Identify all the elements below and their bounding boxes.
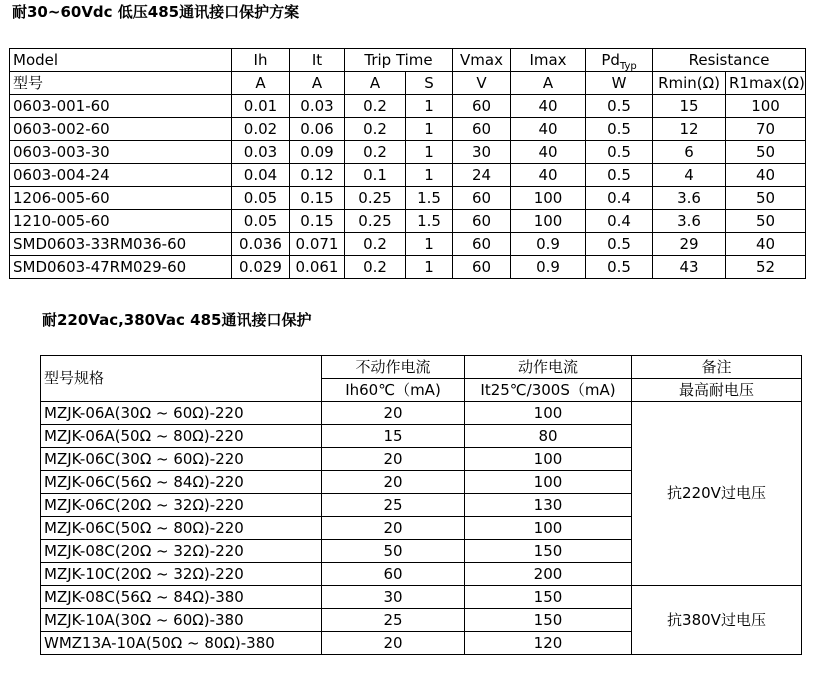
header-ih: Ih — [232, 49, 290, 72]
section1-title: 耐30~60Vdc 低压485通讯接口保护方案 — [12, 3, 300, 21]
cell-it: 0.15 — [290, 210, 345, 233]
cell-pd: 0.5 — [586, 233, 653, 256]
cell-non-trip: 25 — [322, 494, 465, 517]
cell-imax: 0.9 — [511, 256, 586, 279]
unit-imax: A — [511, 72, 586, 95]
cell-rmin: 6 — [653, 141, 726, 164]
remark-380v: 抗380V过电压 — [632, 586, 802, 655]
cell-it: 0.09 — [290, 141, 345, 164]
cell-pd: 0.4 — [586, 210, 653, 233]
cell-imax: 40 — [511, 141, 586, 164]
cell-model: MZJK-06A(30Ω ~ 60Ω)-220 — [41, 402, 322, 425]
cell-vmax: 30 — [453, 141, 511, 164]
cell-r1max: 70 — [726, 118, 806, 141]
cell-ih: 0.05 — [232, 210, 290, 233]
cell-trip: 130 — [465, 494, 632, 517]
table-row — [10, 187, 806, 210]
cell-vmax: 60 — [453, 95, 511, 118]
unit-trip-a: A — [345, 72, 406, 95]
table1-header-row — [10, 49, 806, 72]
cell-vmax: 60 — [453, 256, 511, 279]
cell-it: 0.12 — [290, 164, 345, 187]
ptc-dc-spec-table — [9, 48, 806, 279]
header2-non-trip: 不动作电流 — [322, 356, 465, 379]
cell-model: MZJK-06C(50Ω ~ 80Ω)-220 — [41, 517, 322, 540]
section2-title: 耐220Vac,380Vac 485通讯接口保护 — [42, 311, 312, 329]
cell-model: MZJK-10C(20Ω ~ 32Ω)-220 — [41, 563, 322, 586]
header2-model: 型号规格 — [41, 356, 322, 402]
cell-trip: 150 — [465, 540, 632, 563]
cell-pd: 0.4 — [586, 187, 653, 210]
cell-imax: 0.9 — [511, 233, 586, 256]
cell-it: 0.15 — [290, 187, 345, 210]
remark-220v: 抗220V过电压 — [632, 402, 802, 586]
cell-non-trip: 20 — [322, 517, 465, 540]
table-row — [10, 210, 806, 233]
cell-it: 0.06 — [290, 118, 345, 141]
cell-model: MZJK-10A(30Ω ~ 60Ω)-380 — [41, 609, 322, 632]
cell-model: WMZ13A-10A(50Ω ~ 80Ω)-380 — [41, 632, 322, 655]
cell-r1max: 50 — [726, 187, 806, 210]
table2-header-row — [41, 356, 802, 379]
cell-vmax: 24 — [453, 164, 511, 187]
cell-ih: 0.036 — [232, 233, 290, 256]
cell-model: MZJK-06C(30Ω ~ 60Ω)-220 — [41, 448, 322, 471]
cell-non-trip: 60 — [322, 563, 465, 586]
unit-ih: A — [232, 72, 290, 95]
cell-r1max: 100 — [726, 95, 806, 118]
header-pd-sub: Typ — [619, 60, 637, 72]
cell-model: MZJK-06C(56Ω ~ 84Ω)-220 — [41, 471, 322, 494]
cell-model: 0603-002-60 — [10, 118, 232, 141]
header2-non-trip-sub: Ih60℃（mA) — [322, 379, 465, 402]
cell-model: SMD0603-47RM029-60 — [10, 256, 232, 279]
cell-ih: 0.029 — [232, 256, 290, 279]
cell-trip: 120 — [465, 632, 632, 655]
cell-r1max: 50 — [726, 210, 806, 233]
cell-ih: 0.01 — [232, 95, 290, 118]
cell-pd: 0.5 — [586, 95, 653, 118]
cell-model: MZJK-06C(20Ω ~ 32Ω)-220 — [41, 494, 322, 517]
cell-r1max: 40 — [726, 164, 806, 187]
header2-remark-sub: 最高耐电压 — [632, 379, 802, 402]
cell-it: 0.03 — [290, 95, 345, 118]
cell-trip: 150 — [465, 609, 632, 632]
cell-trip-a: 0.1 — [345, 164, 406, 187]
unit-rmin: Rmin(Ω) — [653, 72, 726, 95]
cell-pd: 0.5 — [586, 164, 653, 187]
cell-model: MZJK-08C(56Ω ~ 84Ω)-380 — [41, 586, 322, 609]
cell-r1max: 50 — [726, 141, 806, 164]
header-trip-time: Trip Time — [345, 49, 453, 72]
cell-r1max: 40 — [726, 233, 806, 256]
cell-model: SMD0603-33RM036-60 — [10, 233, 232, 256]
cell-trip-a: 0.2 — [345, 141, 406, 164]
cell-pd: 0.5 — [586, 256, 653, 279]
cell-trip: 200 — [465, 563, 632, 586]
cell-non-trip: 25 — [322, 609, 465, 632]
cell-trip: 100 — [465, 448, 632, 471]
cell-trip-a: 0.2 — [345, 256, 406, 279]
table-row — [10, 256, 806, 279]
unit-r1max: R1max(Ω) — [726, 72, 806, 95]
header-resistance: Resistance — [653, 49, 806, 72]
cell-non-trip: 20 — [322, 471, 465, 494]
cell-trip-a: 0.25 — [345, 210, 406, 233]
unit-vmax: V — [453, 72, 511, 95]
cell-model: 0603-003-30 — [10, 141, 232, 164]
header-pd — [586, 49, 653, 72]
cell-trip-s: 1.5 — [406, 187, 453, 210]
cell-imax: 100 — [511, 187, 586, 210]
cell-rmin: 4 — [653, 164, 726, 187]
cell-ih: 0.05 — [232, 187, 290, 210]
table-row — [41, 402, 802, 425]
cell-model: 0603-001-60 — [10, 95, 232, 118]
cell-it: 0.071 — [290, 233, 345, 256]
table-row — [10, 141, 806, 164]
header2-trip: 动作电流 — [465, 356, 632, 379]
cell-non-trip: 20 — [322, 402, 465, 425]
table1-body — [10, 95, 806, 279]
cell-rmin: 29 — [653, 233, 726, 256]
cell-vmax: 60 — [453, 210, 511, 233]
cell-trip-s: 1 — [406, 164, 453, 187]
cell-trip: 100 — [465, 402, 632, 425]
table-row — [10, 164, 806, 187]
cell-vmax: 60 — [453, 187, 511, 210]
unit-trip-s: S — [406, 72, 453, 95]
ptc-ac-spec-table — [40, 355, 802, 655]
cell-rmin: 43 — [653, 256, 726, 279]
table2-body — [41, 402, 802, 655]
cell-trip-s: 1 — [406, 95, 453, 118]
cell-model: MZJK-06A(50Ω ~ 80Ω)-220 — [41, 425, 322, 448]
cell-pd: 0.5 — [586, 118, 653, 141]
cell-trip: 80 — [465, 425, 632, 448]
cell-model: 1210-005-60 — [10, 210, 232, 233]
cell-ih: 0.04 — [232, 164, 290, 187]
table-row — [10, 118, 806, 141]
cell-trip-s: 1 — [406, 233, 453, 256]
cell-ih: 0.03 — [232, 141, 290, 164]
header-model: Model — [10, 49, 232, 72]
header-vmax: Vmax — [453, 49, 511, 72]
cell-model: MZJK-08C(20Ω ~ 32Ω)-220 — [41, 540, 322, 563]
header2-trip-sub: It25℃/300S（mA) — [465, 379, 632, 402]
table-row — [10, 95, 806, 118]
cell-non-trip: 30 — [322, 586, 465, 609]
cell-trip-a: 0.2 — [345, 95, 406, 118]
cell-imax: 40 — [511, 95, 586, 118]
cell-non-trip: 20 — [322, 632, 465, 655]
header2-remark: 备注 — [632, 356, 802, 379]
cell-imax: 100 — [511, 210, 586, 233]
cell-rmin: 12 — [653, 118, 726, 141]
unit-it: A — [290, 72, 345, 95]
cell-trip-s: 1 — [406, 256, 453, 279]
cell-trip-a: 0.25 — [345, 187, 406, 210]
cell-non-trip: 20 — [322, 448, 465, 471]
cell-trip-s: 1 — [406, 118, 453, 141]
cell-imax: 40 — [511, 164, 586, 187]
table1-unit-row — [10, 72, 806, 95]
cell-trip: 100 — [465, 517, 632, 540]
unit-pd: W — [586, 72, 653, 95]
cell-imax: 40 — [511, 118, 586, 141]
cell-trip-a: 0.2 — [345, 118, 406, 141]
cell-trip: 100 — [465, 471, 632, 494]
cell-non-trip: 15 — [322, 425, 465, 448]
table-row — [10, 233, 806, 256]
cell-trip-a: 0.2 — [345, 233, 406, 256]
cell-trip-s: 1 — [406, 141, 453, 164]
cell-pd: 0.5 — [586, 141, 653, 164]
unit-model: 型号 — [10, 72, 232, 95]
cell-vmax: 60 — [453, 118, 511, 141]
cell-trip: 150 — [465, 586, 632, 609]
cell-vmax: 60 — [453, 233, 511, 256]
cell-model: 0603-004-24 — [10, 164, 232, 187]
header-it: It — [290, 49, 345, 72]
header-pd-main: Pd — [601, 50, 620, 69]
cell-it: 0.061 — [290, 256, 345, 279]
table-row — [41, 586, 802, 609]
cell-model: 1206-005-60 — [10, 187, 232, 210]
cell-rmin: 15 — [653, 95, 726, 118]
cell-trip-s: 1.5 — [406, 210, 453, 233]
cell-rmin: 3.6 — [653, 210, 726, 233]
cell-non-trip: 50 — [322, 540, 465, 563]
cell-ih: 0.02 — [232, 118, 290, 141]
cell-rmin: 3.6 — [653, 187, 726, 210]
header-imax: Imax — [511, 49, 586, 72]
cell-r1max: 52 — [726, 256, 806, 279]
